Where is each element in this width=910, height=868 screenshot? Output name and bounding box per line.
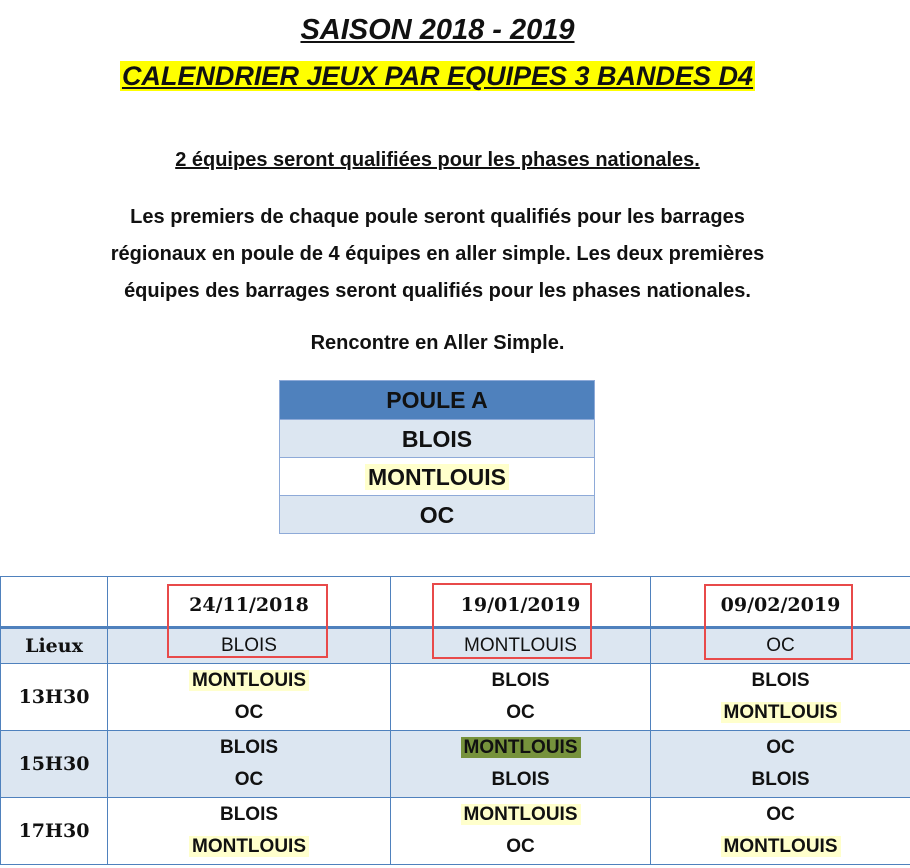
team-name: OC [766, 737, 795, 758]
slot-row-1530 [1, 731, 910, 798]
match-cell [108, 731, 391, 798]
rencontre-note: Rencontre en Aller Simple. [310, 332, 565, 354]
poule-table [279, 380, 595, 534]
rules-line-2: régionaux en poule de 4 équipes en aller simple. Les deux premières [110, 243, 765, 265]
qualification-note: 2 équipes seront qualifiées pour les phases nationales. [175, 149, 700, 171]
time-cell [1, 664, 108, 731]
poule-team-row [280, 495, 594, 533]
team-name: BLOIS [219, 737, 279, 758]
time-cell [1, 731, 108, 798]
match-cell [108, 798, 391, 865]
time-label: 13H30 [18, 685, 90, 708]
match-cell [391, 798, 651, 865]
match-cell [651, 798, 910, 865]
poule-team-oc: OC [419, 502, 455, 528]
match-cell [391, 731, 651, 798]
poule-team-blois: BLOIS [401, 426, 473, 452]
team-name: BLOIS [491, 769, 550, 790]
calendar-title-wrap [0, 58, 875, 99]
match-cell [651, 664, 910, 731]
date-1: 24/11/2018 [189, 594, 309, 616]
rules-line-1: Les premiers de chaque poule seront qualifiés pour les barrages [130, 206, 745, 228]
team-name: MONTLOUIS [721, 702, 841, 723]
team-name: MONTLOUIS [189, 836, 309, 857]
poule-team-montlouis: MONTLOUIS [365, 464, 509, 490]
match-cell [391, 664, 651, 731]
lieu-2: MONTLOUIS [464, 635, 577, 656]
date-3: 09/02/2019 [720, 594, 841, 616]
time-cell [1, 798, 108, 865]
poule-team-row [280, 419, 594, 457]
annotation-box-date-3 [704, 584, 853, 660]
time-label: 15H30 [18, 752, 90, 775]
annotation-box-date-2 [432, 583, 592, 659]
annotation-box-date-1 [167, 584, 328, 658]
match-cell [651, 731, 910, 798]
team-name: OC [766, 804, 795, 825]
lieux-label: Lieux [25, 634, 83, 657]
team-name: MONTLOUIS [461, 804, 581, 825]
team-name: BLOIS [491, 670, 550, 691]
date-2: 19/01/2019 [460, 594, 581, 616]
team-name: OC [506, 836, 535, 857]
slot-row-1330 [1, 664, 910, 731]
team-name: BLOIS [219, 804, 279, 825]
rules-paragraph [40, 199, 835, 310]
calendar-title: CALENDRIER JEUX PAR EQUIPES 3 BANDES D4 [121, 61, 754, 91]
team-name: OC [234, 769, 264, 790]
poule-title: POULE A [280, 381, 594, 419]
lieu-1: BLOIS [221, 635, 277, 656]
team-name: OC [506, 702, 535, 723]
team-name: OC [234, 702, 264, 723]
poule-team-row [280, 457, 594, 495]
match-cell [108, 664, 391, 731]
rules-line-3: équipes des barrages seront qualifiés pour les phases nationales. [124, 280, 751, 302]
team-name: MONTLOUIS [189, 670, 309, 691]
team-name: BLOIS [751, 769, 810, 790]
season-title: SAISON 2018 - 2019 [300, 14, 575, 46]
lieu-3: OC [766, 635, 795, 656]
empty-corner-cell [1, 577, 108, 628]
time-label: 17H30 [18, 819, 90, 842]
team-name: BLOIS [751, 670, 810, 691]
lieux-label-cell [1, 628, 108, 664]
team-name: MONTLOUIS [721, 836, 841, 857]
team-name: MONTLOUIS [461, 737, 581, 758]
slot-row-1730 [1, 798, 910, 865]
